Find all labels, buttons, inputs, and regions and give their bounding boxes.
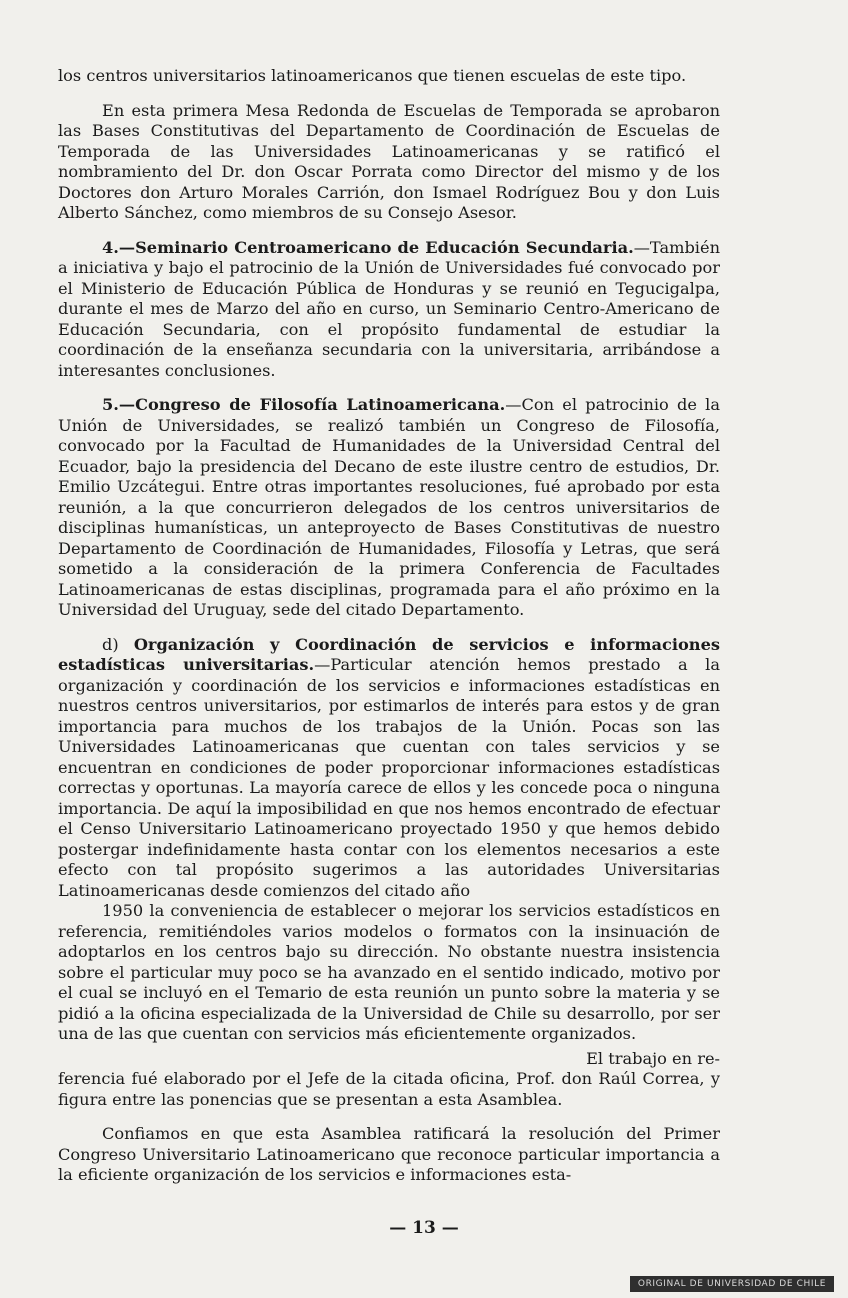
paragraph-confiamos: Confiamos en que esta Asamblea ratificará la resolución del Primer Congreso Universitario Latinoamericano que reconoce particular importancia a la eficiente organización de los servicios e informaciones esta- (58, 1124, 720, 1184)
paragraph-seminario (58, 238, 720, 382)
estadisticas-body: —Particular atención hemos prestado a la organización y coordinación de los servicios e informaciones estadísticas en nuestros centros universitarios, por estimarlos de interés para estos y de gran importancia para muchos de los trabajos de la Unión. Pocas son las Universidades Latinoamericanas que cuentan con tales servicios y se encuentran en condiciones de poder proporcionar informaciones estadísticas correctas y oportunas. La mayoría carece de ellos y les concede poca o ninguna importancia. De aquí la imposibilidad en que nos hemos encontrado de efectuar el Censo Universitario Latinoamericano proyectado 1950 y que hemos debido postergar indefinidamente hasta contar con los elementos necesarios a este efecto con tal propósito sugerimos a las autoridades Universitarias Latinoamericanas desde comienzos del citado año (58, 655, 721, 900)
heading-seminario: 4.—Seminario Centroamericano de Educación Secundaria. (102, 237, 634, 257)
paragraph-estadisticas (58, 635, 720, 902)
paragraph-mesa-redonda: En esta primera Mesa Redonda de Escuelas de Temporada se aprobaron las Bases Constitutivas del Departamento de Coordinación de Escuelas de Temporada de las Universidades Latinoamericanas y se ratificó el nombramiento del Dr. don Oscar Porrata como Director del mismo y de los Doctores don Arturo Morales Carrión, don Ismael Rodríguez Bou y don Luis Alberto Sánchez, como miembros de su Consejo Asesor. (58, 100, 720, 222)
heading-estadisticas: Organización y Coordinación de servicios e informaciones estadísticas universitarias. (58, 634, 720, 674)
paragraph-continuation: los centros universitarios latinoamericanos que tienen escuelas de este tipo. (58, 66, 687, 85)
paragraph-trabajo-rest: ferencia fué elaborado por el Jefe de la citada oficina, Prof. don Raúl Correa, y figura entre las ponencias que se presentan a esta Asamblea. (58, 1069, 720, 1109)
watermark: ORIGINAL DE UNIVERSIDAD DE CHILE (630, 1276, 834, 1292)
paragraph-trabajo-start: El trabajo en re- (586, 1048, 720, 1068)
heading-congreso: 5.—Congreso de Filosofía Latinoamericana. (102, 395, 506, 414)
body-text (58, 66, 720, 1186)
congreso-body: —Con el patrocinio de la Unión de Universidades, se realizó también un Congreso de Filosofía, convocado por la Facultad de Humanidades de la Universidad Central del Ecuador, bajo la presidencia del Decano de este ilustre centro de estudios, Dr. Emilio Uzcátegui. Entre otras importantes resoluciones, fué aprobado por esta reunión, a la que concurrieron delegados de los centros universitarios de disciplinas humanísticas, un anteproyecto de Bases Constitutivas de nuestro Departamento de Coordinación de Humanidades, Filosofía y Letras, que será sometido a la consideración de la primera Conferencia de Facultades Latinoamericanas de estas disciplinas, programada para el año próximo en la Universidad del Uruguay, sede del citado Departamento. (58, 395, 720, 619)
page-number: — 13 — (389, 1218, 459, 1238)
paragraph-1950: 1950 la conveniencia de establecer o mejorar los servicios estadísticos en referencia, remitiéndoles varios modelos o formatos con la insinuación de adoptarlos en los centros bajo su dirección. No obstante nuestra insistencia sobre el particular muy poco se ha avanzado en el sentido indicado, motivo por el cual se incluyó en el Temario de esta reunión un punto sobre la materia y se pidió a la oficina especializada de la Universidad de Chile su desarrollo, por ser una de las que cuentan con servicios más eficientemente organizados. (58, 901, 720, 1043)
seminario-body: —También a iniciativa y bajo el patrocinio de la Unión de Universidades fué convocado por el Ministerio de Educación Pública de Honduras y se reunió en Tegucigalpa, durante el mes de Marzo del año en curso, un Seminario Centro-Americano de Educación Secundaria, con el propósito fundamental de estudiar la coordinación de la enseñanza secundaria con la universitaria, arribándose a interesantes conclusiones. (58, 237, 720, 380)
section-label: d) (102, 634, 119, 654)
paragraph-congreso (58, 395, 720, 621)
